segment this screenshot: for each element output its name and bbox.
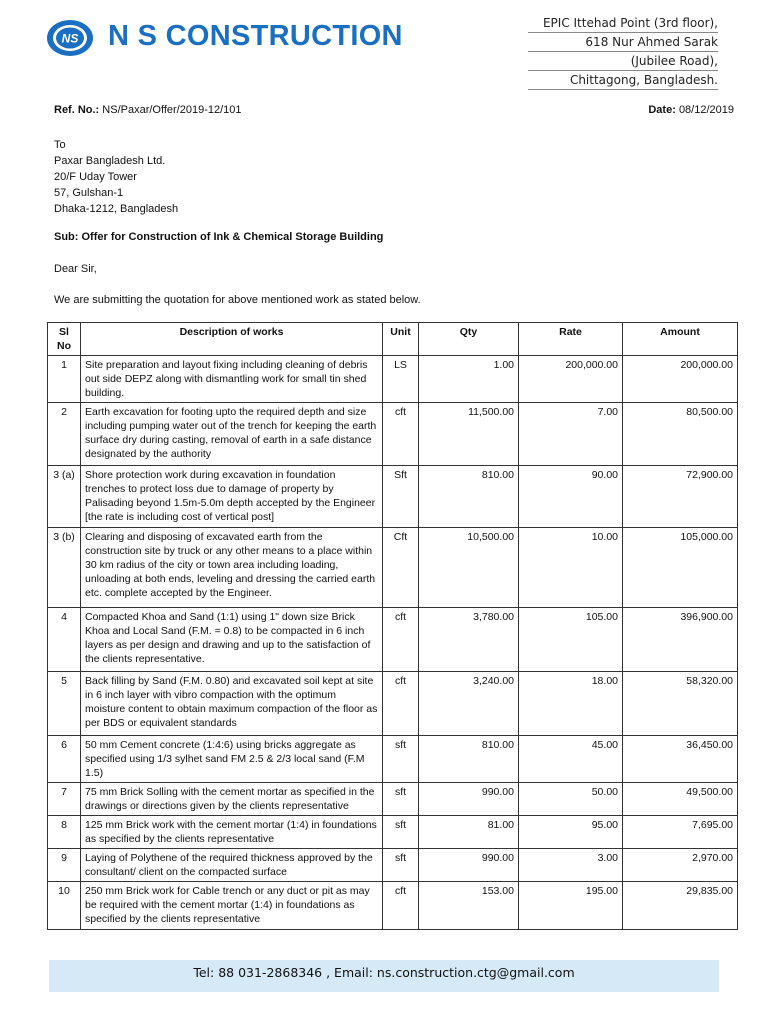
cell-sl: 1 <box>48 356 81 403</box>
company-address <box>528 14 718 90</box>
cell-amount: 80,500.00 <box>623 403 738 466</box>
date <box>648 104 734 116</box>
cell-rate: 45.00 <box>519 736 623 783</box>
cell-qty: 990.00 <box>419 783 519 816</box>
table-row <box>48 356 738 403</box>
company-name: N S CONSTRUCTION <box>108 20 403 52</box>
cell-description: 125 mm Brick work with the cement mortar (1:4) in foundations as specified by the clients representative <box>81 816 383 849</box>
cell-unit: Cft <box>383 528 419 608</box>
cell-description: Earth excavation for footing upto the required depth and size including pumping water out of the trench for keeping the earth surface dry during casting, removal of earth in a safe distance designated by the authority <box>81 403 383 466</box>
recipient-line: Dhaka-1212, Bangladesh <box>54 203 179 215</box>
cell-sl: 10 <box>48 882 81 930</box>
logo-text: NS <box>61 31 79 46</box>
cell-rate: 50.00 <box>519 783 623 816</box>
table-row <box>48 403 738 466</box>
cell-qty: 153.00 <box>419 882 519 930</box>
cell-amount: 49,500.00 <box>623 783 738 816</box>
cell-sl: 4 <box>48 608 81 672</box>
cell-description: Shore protection work during excavation in foundation trenches to protect loss due to damage of property by Palisading beyond 1.5m-5.0m depth accepted by the Engineer [the rate is including cost of vertical post] <box>81 466 383 528</box>
recipient-line: Paxar Bangladesh Ltd. <box>54 155 166 167</box>
ref-label: Ref. No.: <box>54 104 100 116</box>
cell-sl: 3 (a) <box>48 466 81 528</box>
contact-footer: Tel: 88 031-2868346 , Email: ns.construction.ctg@gmail.com <box>49 960 719 992</box>
address-line: EPIC Ittehad Point (3rd floor), <box>528 14 718 33</box>
table-header-row <box>48 323 738 356</box>
cell-qty: 81.00 <box>419 816 519 849</box>
cell-sl: 7 <box>48 783 81 816</box>
cell-amount: 72,900.00 <box>623 466 738 528</box>
cell-rate: 18.00 <box>519 672 623 736</box>
date-value: 08/12/2019 <box>678 104 734 116</box>
cell-unit: Sft <box>383 466 419 528</box>
cell-description: 250 mm Brick work for Cable trench or any duct or pit as may be required with the cement mortar (1:4) in foundations as specified by the clients representative <box>81 882 383 930</box>
cell-amount: 36,450.00 <box>623 736 738 783</box>
cell-unit: LS <box>383 356 419 403</box>
cell-rate: 105.00 <box>519 608 623 672</box>
company-logo <box>46 18 94 58</box>
cell-qty: 1.00 <box>419 356 519 403</box>
cell-qty: 10,500.00 <box>419 528 519 608</box>
ref-value: NS/Paxar/Offer/2019-12/101 <box>102 104 242 116</box>
table-row <box>48 849 738 882</box>
table-row <box>48 466 738 528</box>
header-qty: Qty <box>419 323 519 356</box>
cell-description: Laying of Polythene of the required thickness approved by the consultant/ client on the compacted surface <box>81 849 383 882</box>
table-row <box>48 528 738 608</box>
cell-qty: 11,500.00 <box>419 403 519 466</box>
cell-qty: 810.00 <box>419 466 519 528</box>
cell-qty: 3,780.00 <box>419 608 519 672</box>
recipient-line: 20/F Uday Tower <box>54 171 137 183</box>
recipient-line: 57, Gulshan-1 <box>54 187 124 199</box>
salutation: Dear Sir, <box>54 263 97 275</box>
cell-rate: 3.00 <box>519 849 623 882</box>
cell-amount: 200,000.00 <box>623 356 738 403</box>
cell-description: 50 mm Cement concrete (1:4:6) using bricks aggregate as specified using 1/3 sylhet sand FM 2.5 & 2/3 local sand (F.M 1.5) <box>81 736 383 783</box>
recipient-line: To <box>54 139 66 151</box>
header-rate: Rate <box>519 323 623 356</box>
cell-description: Back filling by Sand (F.M. 0.80) and excavated soil kept at site in 6 inch layer with vibro compaction with the optimum moisture content to obtain maximum compaction of the floor as per BDS or equivalent standards <box>81 672 383 736</box>
cell-amount: 2,970.00 <box>623 849 738 882</box>
cell-amount: 58,320.00 <box>623 672 738 736</box>
cell-amount: 7,695.00 <box>623 816 738 849</box>
cell-unit: cft <box>383 882 419 930</box>
cell-rate: 200,000.00 <box>519 356 623 403</box>
table-row <box>48 882 738 930</box>
cell-description: Compacted Khoa and Sand (1:1) using 1" down size Brick Khoa and Local Sand (F.M. = 0.8) to be compacted in 6 inch layers as per design and drawing and up to the satisfaction of the clients representative. <box>81 608 383 672</box>
recipient-address <box>54 137 178 217</box>
header-unit: Unit <box>383 323 419 356</box>
intro-text: We are submitting the quotation for above mentioned work as stated below. <box>54 294 421 306</box>
cell-qty: 810.00 <box>419 736 519 783</box>
date-label: Date: <box>648 104 676 116</box>
address-line: Chittagong, Bangladesh. <box>528 71 718 90</box>
cell-unit: sft <box>383 849 419 882</box>
subject-line: Sub: Offer for Construction of Ink & Chemical Storage Building <box>54 231 384 243</box>
table-row <box>48 736 738 783</box>
letterhead <box>0 0 768 90</box>
cell-unit: sft <box>383 783 419 816</box>
cell-sl: 6 <box>48 736 81 783</box>
table-row <box>48 608 738 672</box>
header-amount: Amount <box>623 323 738 356</box>
cell-sl: 2 <box>48 403 81 466</box>
cell-unit: cft <box>383 608 419 672</box>
cell-amount: 29,835.00 <box>623 882 738 930</box>
table-row <box>48 783 738 816</box>
table-row <box>48 816 738 849</box>
cell-unit: cft <box>383 403 419 466</box>
cell-amount: 396,900.00 <box>623 608 738 672</box>
cell-rate: 95.00 <box>519 816 623 849</box>
header-description: Description of works <box>81 323 383 356</box>
cell-description: Site preparation and layout fixing including cleaning of debris out side DEPZ along with dismantling work for small tin shed building. <box>81 356 383 403</box>
cell-rate: 10.00 <box>519 528 623 608</box>
cell-qty: 990.00 <box>419 849 519 882</box>
cell-rate: 195.00 <box>519 882 623 930</box>
address-line: 618 Nur Ahmed Sarak <box>528 33 718 52</box>
cell-sl: 3 (b) <box>48 528 81 608</box>
cell-description: 75 mm Brick Solling with the cement mortar as specified in the drawings or directions given by the clients representative <box>81 783 383 816</box>
cell-unit: sft <box>383 736 419 783</box>
cell-unit: cft <box>383 672 419 736</box>
quotation-table <box>47 322 738 930</box>
cell-rate: 90.00 <box>519 466 623 528</box>
header-sl: Sl No <box>48 323 81 356</box>
cell-sl: 5 <box>48 672 81 736</box>
cell-sl: 9 <box>48 849 81 882</box>
cell-rate: 7.00 <box>519 403 623 466</box>
address-line: (Jubilee Road), <box>528 52 718 71</box>
cell-qty: 3,240.00 <box>419 672 519 736</box>
cell-amount: 105,000.00 <box>623 528 738 608</box>
table-row <box>48 672 738 736</box>
cell-sl: 8 <box>48 816 81 849</box>
reference-line <box>54 104 734 116</box>
cell-description: Clearing and disposing of excavated earth from the construction site by truck or any other means to a place within 30 km radius of the city or town area including loading, unloading at both ends, leveling and dressing the carried earth etc. complete accepted by the Engineer. <box>81 528 383 608</box>
cell-unit: sft <box>383 816 419 849</box>
